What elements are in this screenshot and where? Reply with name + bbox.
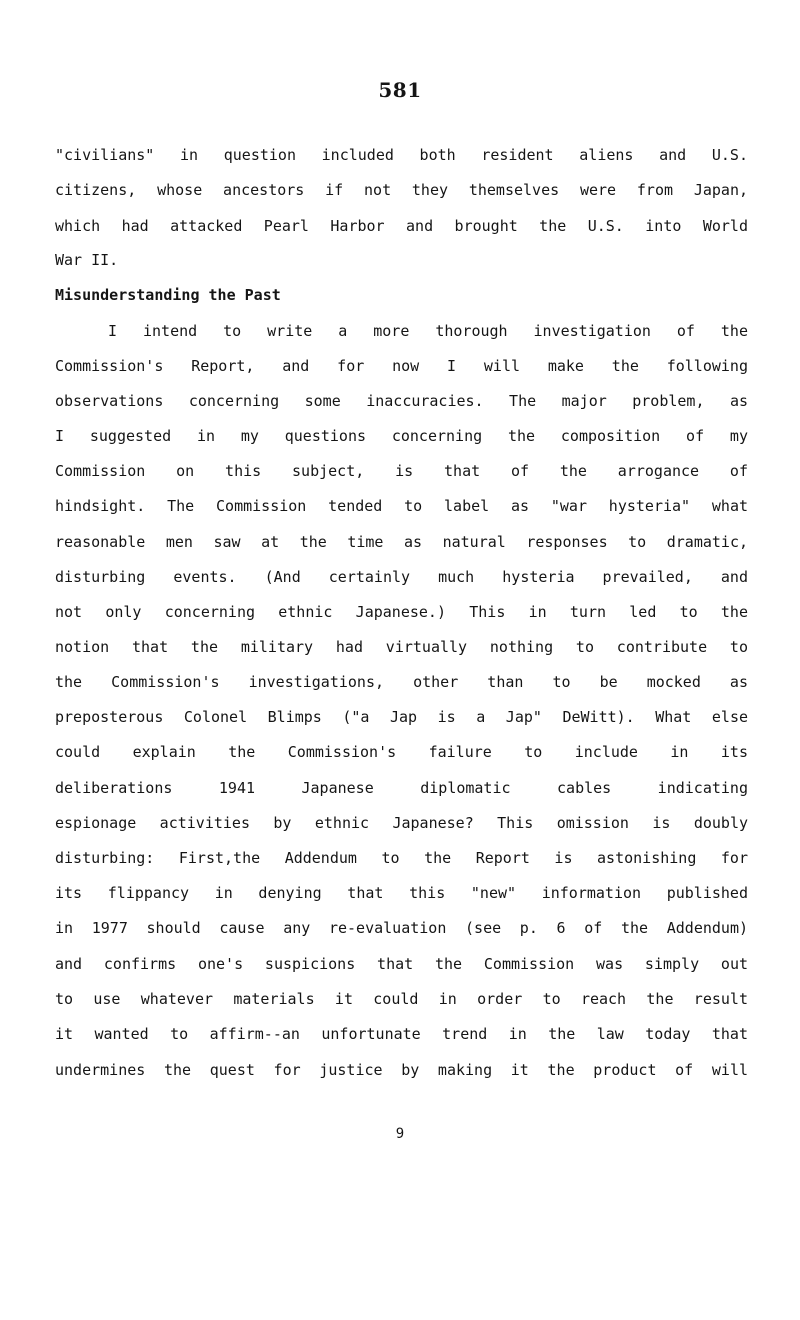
text-line: "civilians" in question included both resident aliens and U.S. — [55, 146, 748, 164]
text-line: War II. — [55, 251, 119, 269]
text-line: in 1977 should cause any re-evaluation (see p. 6 of the Addendum) — [55, 919, 748, 937]
text-line: to use whatever materials it could in order to reach the result — [55, 990, 748, 1008]
text-line: preposterous Colonel Blimps ("a Jap is a Jap" DeWitt). What else — [55, 708, 748, 726]
text-line: I intend to write a more thorough investigation of the — [108, 322, 748, 340]
text-line: could explain the Commission's failure to include in its — [55, 743, 748, 761]
text-line: and confirms one's suspicions that the Commission was simply out — [55, 955, 748, 973]
text-line: deliberations 1941 Japanese diplomatic cables indicating — [55, 779, 748, 797]
text-line: not only concerning ethnic Japanese.) This in turn led to the — [55, 603, 748, 621]
text-line: hindsight. The Commission tended to label as "war hysteria" what — [55, 497, 748, 515]
text-line: the Commission's investigations, other than to be mocked as — [55, 673, 748, 691]
section-heading: Misunderstanding the Past — [55, 286, 281, 304]
text-line: I suggested in my questions concerning the composition of my — [55, 427, 748, 445]
text-line: Commission on this subject, is that of the arrogance of — [55, 462, 748, 480]
text-line: reasonable men saw at the time as natural responses to dramatic, — [55, 533, 748, 551]
text-line: undermines the quest for justice by making it the product of will — [55, 1061, 748, 1079]
text-line: it wanted to affirm--an unfortunate trend in the law today that — [55, 1025, 748, 1043]
text-line: Commission's Report, and for now I will make the following — [55, 357, 748, 375]
page-number-bottom: 9 — [395, 1126, 405, 1142]
text-line: observations concerning some inaccuracies. The major problem, as — [55, 392, 748, 410]
text-line: disturbing: First,the Addendum to the Report is astonishing for — [55, 849, 748, 867]
page-number-top: 581 — [378, 78, 422, 102]
text-line: espionage activities by ethnic Japanese? This omission is doubly — [55, 814, 748, 832]
text-line: notion that the military had virtually nothing to contribute to — [55, 638, 748, 656]
text-line: which had attacked Pearl Harbor and brought the U.S. into World — [55, 217, 748, 235]
text-line: citizens, whose ancestors if not they themselves were from Japan, — [55, 181, 748, 199]
text-line: disturbing events. (And certainly much hysteria prevailed, and — [55, 568, 748, 586]
text-line: its flippancy in denying that this "new" information published — [55, 884, 748, 902]
